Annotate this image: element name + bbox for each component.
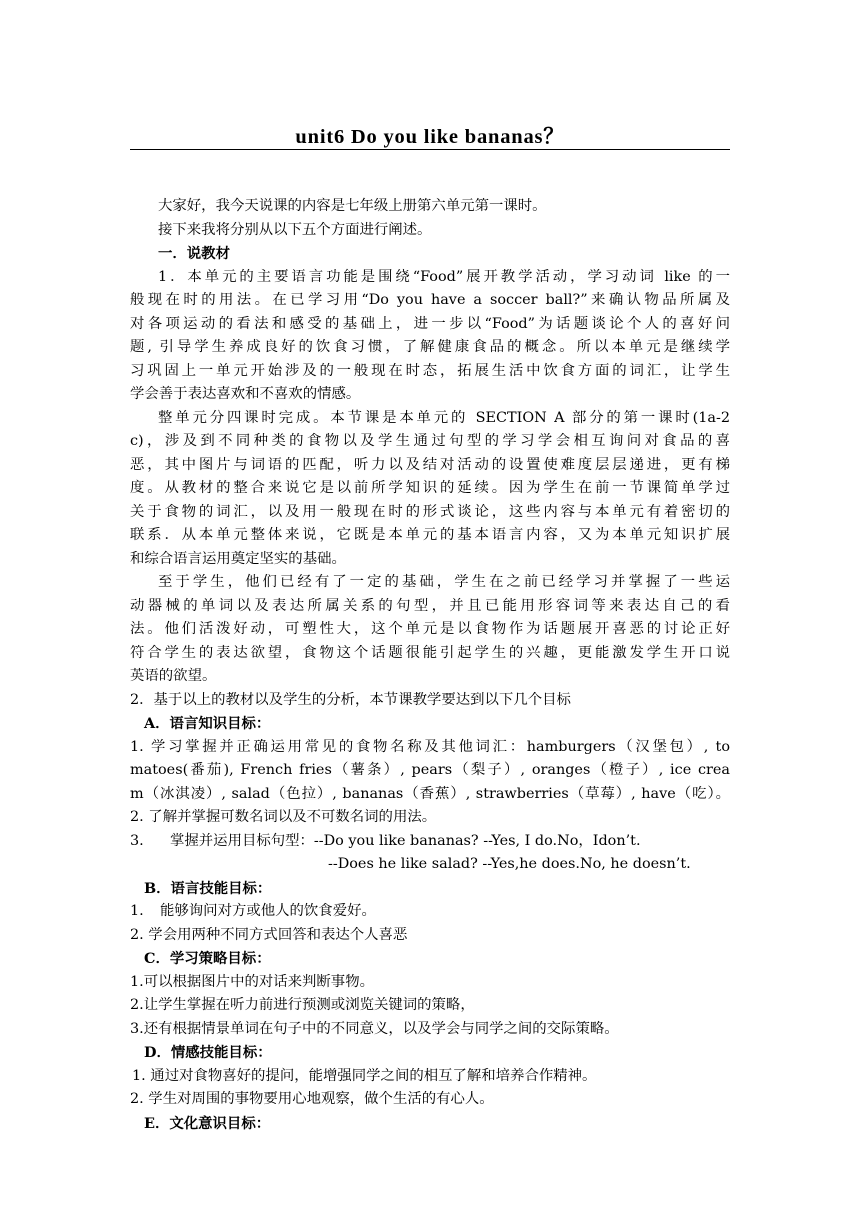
paragraph-line: 1．本单元的主要语言功能是围绕“Food”展开教学活动，学习动词 like 的一	[158, 268, 730, 285]
paragraph-line: 题, 引导学生养成良好的饮食习惯，了解健康食品的概念。所以本单元是继续学	[130, 339, 730, 355]
paragraph-line: 恶，其中图片与词语的匹配，听力以及结对活动的设置使难度层层递进，更有梯	[130, 456, 730, 473]
paragraph-line: 符合学生的表达欲望，食物这个话题很能引起学生的兴趣，更能激发学生开口说	[130, 644, 730, 661]
paragraph-line: 习巩固上一单元开始涉及的一般现在时态，拓展生活中饮食方面的词汇，让学生	[130, 362, 730, 379]
list-text: 掌握并运用目标句型：--Do you like bananas? --Yes, I do.No，Idon’t.	[170, 832, 641, 849]
document-body	[130, 195, 730, 1135]
document-title: unit6 Do you like bananas？	[295, 126, 565, 148]
paragraph-line: 和综合语言运用奠定坚实的基础。	[130, 550, 346, 567]
subsection-heading: E．文化意识目标：	[144, 1114, 271, 1132]
list-item: --Does he like salad? --Yes,he does.No, he doesn’t.	[328, 856, 691, 872]
paragraph-line: 学会善于表达喜欢和不喜欢的情感。	[130, 386, 361, 402]
paragraph-line: 接下来我将分别从以下五个方面进行阐述。	[158, 221, 432, 238]
list-text: 能够询问对方或他人的饮食爱好。	[160, 903, 376, 919]
paragraph-line: 英语的欲望。	[130, 668, 217, 684]
list-item: 2. 学生对周围的事物要用心地观察，做个生活的有心人。	[130, 1091, 494, 1107]
list-item: 3.还有根据情景单词在句子中的不同意义，以及学会与同学之间的交际策略。	[130, 1020, 619, 1037]
paragraph-line: 至于学生，他们已经有了一定的基础，学生在之前已经学习并掌握了一些运	[158, 574, 730, 590]
list-item: 1. 通过对食物喜好的提问，能增强同学之间的相互了解和培养合作精神。	[132, 1067, 597, 1084]
list-item: m（冰淇凌）, salad（色拉）, bananas（香蕉）, strawberries（草莓）, have（吃）。	[130, 785, 730, 802]
list-item: matoes(番茄), French fries（薯条）, pears（梨子）, oranges（橙子）, ice crea	[130, 762, 730, 778]
title-underline	[130, 149, 730, 150]
subsection-heading: C．学习策略目标：	[144, 950, 271, 967]
subsection-heading: B．语言技能目标：	[144, 879, 272, 897]
list-item: 1. 学习掌握并正确运用常见的食物名称及其他词汇：hamburgers（汉堡包）, to	[130, 738, 730, 755]
subsection-heading: D．情感技能目标：	[144, 1044, 272, 1061]
list-item: 1.可以根据图片中的对话来判断事物。	[130, 973, 374, 990]
list-number: 3.	[130, 832, 144, 849]
paragraph-line: 对各项运动的看法和感受的基础上，进一步以“Food”为话题谈论个人的喜好问	[130, 315, 730, 332]
paragraph-line: 2．基于以上的教材以及学生的分析，本节课教学要达到以下几个目标	[130, 691, 571, 708]
paragraph-line: 大家好，我今天说课的内容是七年级上册第六单元第一课时。	[158, 198, 547, 214]
section-heading: 一．说教材	[158, 245, 230, 262]
paragraph-line: 联系．从本单元整体来说，它既是本单元的基本语言内容，又为本单元知识扩展	[130, 527, 730, 543]
paragraph-line: 动器械的单词以及表达所属关系的句型，并且已能用形容词等来表达自己的看	[130, 597, 730, 614]
paragraph-line: 般现在时的用法。在已学习用“Do you have a soccer ball?”来确认物品所属及	[130, 292, 730, 308]
list-item: 2. 学会用两种不同方式回答和表达个人喜恶	[130, 926, 408, 943]
paragraph-line: 关于食物的词汇，以及用一般现在时的形式谈论，这些内容与本单元有着密切的	[130, 503, 730, 520]
paragraph-line: c)，涉及到不同种类的食物以及学生通过句型的学习学会相互询问对食品的喜	[130, 433, 730, 449]
subsection-heading: A．语言知识目标：	[144, 715, 271, 732]
list-item: 2.让学生掌握在听力前进行预测或浏览关键词的策略，	[130, 997, 475, 1013]
list-item: 2. 了解并掌握可数名词以及不可数名词的用法。	[130, 809, 437, 825]
list-item	[130, 830, 730, 854]
list-number: 1.	[130, 903, 144, 919]
paragraph-line: 法。他们活泼好动，可塑性大，这个单元是以食物作为话题展开喜恶的讨论正好	[130, 621, 730, 637]
list-item	[130, 900, 730, 924]
paragraph-line: 度。从教材的整合来说它是以前所学知识的延续。因为学生在前一节课简单学过	[130, 480, 730, 496]
paragraph-line: 整单元分四课时完成。本节课是本单元的 SECTION A 部分的第一课时(1a-2	[158, 409, 730, 426]
